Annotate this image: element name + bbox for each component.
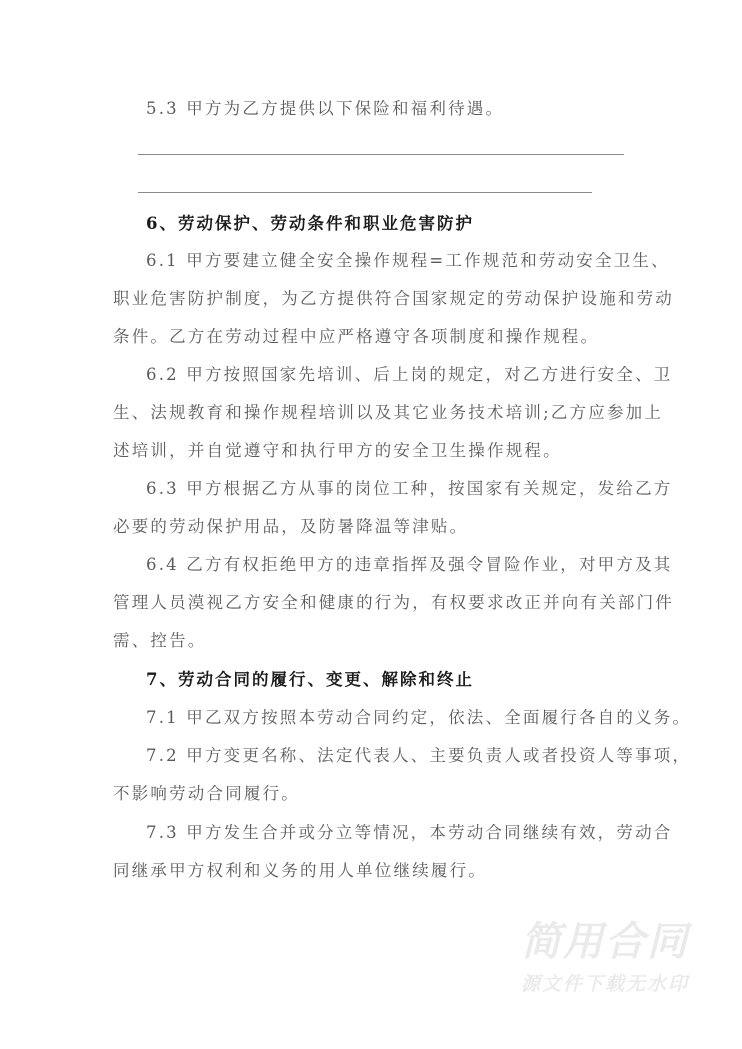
paragraph-line: 7.1 甲乙双方按照本劳动合同约定，依法、全面履行各自的义务。 xyxy=(146,708,692,727)
paragraph-line: 管理人员漠视乙方安全和健康的行为，有权要求改正并向有关部门件 xyxy=(113,593,674,612)
paragraph-line: 述培训，并自觉遵守和执行甲方的安全卫生操作规程。 xyxy=(113,441,562,460)
paragraph-line: 不影响劳动合同履行。 xyxy=(113,784,300,803)
paragraph-line: 5.3 甲方为乙方提供以下保险和福利待遇。 xyxy=(146,99,505,118)
paragraph-line: 生、法规教育和操作规程培训以及其它业务技术培训;乙方应参加上 xyxy=(113,403,664,422)
paragraph-line: 7.2 甲方变更名称、法定代表人、主要负责人或者投资人等事项， xyxy=(146,746,692,765)
blank-fill-line xyxy=(138,192,592,193)
watermark-subtitle: 源文件下载无水印 xyxy=(520,973,689,995)
section-heading: 7、劳动合同的履行、变更、解除和终止 xyxy=(146,670,474,689)
paragraph-line: 条件。乙方在劳动过程中应严格遵守各项制度和操作规程。 xyxy=(113,327,600,346)
paragraph-line: 同继承甲方权利和义务的用人单位继续履行。 xyxy=(113,861,487,880)
paragraph-line: 职业危害防护制度，为乙方提供符合国家规定的劳动保护设施和劳动 xyxy=(113,289,674,308)
paragraph-line: 7.3 甲方发生合并或分立等情况，本劳动合同继续有效，劳动合 xyxy=(146,823,673,842)
paragraph-line: 6.2 甲方按照国家先培训、后上岗的规定，对乙方进行安全、卫 xyxy=(146,365,673,384)
paragraph-line: 需、控告。 xyxy=(113,631,207,650)
paragraph-line: 6.1 甲方要建立健全安全操作规程=工作规范和劳动安全卫生、 xyxy=(146,251,670,270)
paragraph-line: 6.4 乙方有权拒绝甲方的违章指挥及强令冒险作业，对甲方及其 xyxy=(146,555,673,574)
paragraph-line: 6.3 甲方根据乙方从事的岗位工种，按国家有关规定，发给乙方 xyxy=(146,479,673,498)
section-heading: 6、劳动保护、劳动条件和职业危害防护 xyxy=(146,214,474,233)
paragraph-line: 必要的劳动保护用品，及防暑降温等津贴。 xyxy=(113,517,469,536)
blank-fill-line xyxy=(138,154,624,155)
watermark-title: 简用合同 xyxy=(521,919,689,965)
watermark xyxy=(505,920,705,996)
